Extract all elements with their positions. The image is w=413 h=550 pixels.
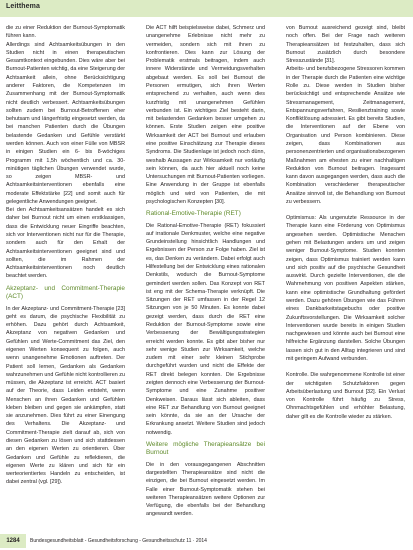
paragraph: Optimismus: Als ungenutzte Ressource in der Therapie kann eine Förderung von Optimismus angesehen werden. Optimistische Menschen gehen mit Belastungen anders um und zeigen weniger Burnout-Symptome. Studien konnten zeigen, dass Optimismus trainiert werden kann und sich positiv auf die psychische Gesundheit auswirkt. Durch gezielte Interventionen, die die Wahrnehmung von positiven Aspekten stärken, kann eine optimistische Grundhaltung gefördert werden. Dazu gehören Übungen wie das Führen eines Dankbarkeitstagebuchs oder positive Zukunftsvorstellungen. Die Wirksamkeit solcher Interventionen wurde bereits in einigen Studien nachgewiesen und könnte auch bei Burnout eine hilfreiche Ergänzung darstellen. Solche Übungen lassen sich gut in den Alltag integrieren und sind mit geringem Aufwand verbunden. (286, 215, 405, 362)
section-heading: Weitere mögliche Therapieansätze bei Burnout (146, 440, 265, 457)
journal-footer-text: Bundesgesundheitsblatt - Gesundheitsforschung - Gesundheitsschutz 11 · 2014 (30, 538, 207, 544)
paragraph: Die in den vorausgegangenen Abschnitten dargestellten Therapieansätze sind nicht die einzigen, die bei Burnout eingesetzt werden. Im Falle einer Burnout-Symptomatik stehen bei weiteren Therapieansätzen weitere Optionen zur Verfügung, die ebenfalls bei der Behandlung angewandt werden. (146, 461, 265, 518)
paragraph: Die Rational-Emotive-Therapie (RET) fokussiert auf irrationale Denkmuster, welche eine negative Grundeinstellung hinsichtlich Handlungen und Ergebnissen der Person zur Folge haben. Ziel ist es, das Denken zu verändern. Dabei erfolgt auch Hilfestellung bei der Entwicklung eines rationalen Denkstils, wodurch die Burnout-Symptome gemindert werden sollen. Das Konzept von RET ist eng mit der Schema-Therapie verknüpft. Die Sitzungen der RET umfassen in der Regel 12 Sitzungen von je 50 Minuten. Es konnte dabei gezeigt werden, dass durch die RET eine Reduktion der Burnout-Symptome sowie eine Verbesserung der Bewältigungsstrategien erreicht werden konnte. Es gibt aber bisher nur sehr wenige Studien zur Wirksamkeit, welche zudem mit einer sehr kleinen Stichprobe durchgeführt wurden und nicht die Effekte der RET direkt belegen konnten. Die Ergebnisse zeigten dennoch eine Verbesserung der Burnout-Symptome und eine Zunahme positiver Denkweisen. Daraus lässt sich ableiten, dass eine RET zur Behandlung von Burnout geeignet sein könnte, da sie an der Ursache der Erkrankung ansetzt. Weitere Studien sind jedoch notwendig. (146, 222, 265, 436)
section-header-bar (0, 0, 413, 17)
paragraph: In der Akzeptanz- und Commitment-Therapie [23] geht es darum, die psychische Flexibilität zu erhöhen. Dazu gehört durch Achtsamkeit, Akzeptanz von negativen Gedanken und Gefühlen und Werte-Commitment das Ziel, den eigenen Werten konsequent zu folgen, auch wenn unangenehme Emotionen auftreten. Der Patient soll lernen, Gedanken als Gedanken wahrzunehmen und Gefühle nicht kontrollieren zu müssen, die Akzeptanz ist erreicht. ACT basiert auf der Theorie, dass Leiden entsteht, wenn Menschen an ihren Gedanken und Gefühlen kleben bleiben und gegen sie ankämpfen, statt sie anzunehmen. Dies führt zu einer Einengung des Verhaltens. Die Akzeptanz- und Commitment-Therapie zielt darauf ab, sich von diesen Gedanken zu lösen und sich stattdessen an den eigenen Werten zu orientieren. Über Gedanken und Gefühle zu reflektieren, die eigenen Werte zu klären und sich für ein werteorientiertes Handeln zu entscheiden, ist dabei zentral (vgl. [29]). (6, 305, 125, 486)
paragraph: Die ACT hilft beispielsweise dabei, Schmerz und unangenehme Erlebnisse nicht mehr zu vermeiden, sondern sich mit ihnen zu konfrontieren. Dies kann zur Lösung der Problematik erstmals beitragen, indem auch innere Widerstände und Vermeidungsverhalten abgebaut werden. Es soll bei Burnout die Personen ermutigen, sich ihren Werten entsprechend zu verhalten, auch wenn dies kurzfristig mit unangenehmen Gefühlen verbunden ist. Ein wichtiges Ziel besteht darin, mit belastenden Gedanken besser umgehen zu können. Erste Studien zeigen eine positive Wirksamkeit der ACT bei Burnout und erlauben eine positive Einschätzung zur Therapie dieses Syndroms. Die Studienlage ist jedoch noch dünn, weshalb Aussagen zur Wirksamkeit nur vorläufig sein können, da auch hier aktuell noch keine Untersuchungen mit Burnout-Patienten vorliegen. Eine Anwendung in der Gruppe ist ebenfalls möglich und wird von Patienten, die mit psychologischen Konzepten [30]. (146, 25, 265, 205)
section-label: Leitthema (6, 3, 40, 10)
paragraph: Bei den Achtsamkeitsansätzen handelt es sich daher bei Burnout nicht um einen erstklassigen, dass die Entwicklung neuer Eingriffe beachten, sich vor Interventionen nicht nur für die Therapie, sondern auch für den Erhalt der Achtsamkeitsinterventionen geeignet sind und sollten, die im Rahmen der Achtsamkeitsinterventionen noch deutlich beachtet werden. (6, 207, 125, 280)
section-heading: Rational-Emotive-Therapie (RET) (146, 210, 241, 218)
page-number: 1284 (0, 534, 26, 548)
text-column-1 (6, 24, 125, 487)
paragraph: Arbeits- und berufsbezogene Stressoren kommen in der Therapie durch die Patienten eine wichtige Rolle zu. Diese werden in Studien bisher berücksichtigt und entsprechende Ansätze wie Stressmanagement, Zeitmanagement, Entspannungsverfahren, Resilienztraining sowie Konfliktlösung adressiert. Es gibt bereits Studien, die Interventionen auf der Ebene von Organisation und Person kombinieren. Diese zeigen, dass Kombinationen aus personenzentrierten und organisationsbezogenen Maßnahmen am ehesten zu einer nachhaltigen Reduktion von Burnout beitragen. Insgesamt kann davon ausgegangen werden, dass auch die Kombination verschiedener therapeutischer Ansätze sinnvoll ist, die Behandlung von Burnout zu verbessern. (286, 66, 405, 205)
section-heading: Akzeptanz- und Commitment-Therapie (ACT) (6, 284, 125, 301)
text-column-2 (146, 24, 265, 519)
paragraph: von Burnout ausreichend gezeigt sind, bleibt noch offen. Bei der Frage nach weiteren Therapieansätzen ist festzuhalten, dass sich Burnout zusätzlich durch besondere Stresszustände [31]. (286, 25, 405, 65)
paragraph: die zu einer Reduktion der Burnout-Symptomatik führen kann. (6, 25, 125, 40)
paragraph: Allerdings sind Achtsamkeitsübungen in den Studien nicht in einen therapeutischen Gesamtkontext eingebunden. Dies wäre aber bei Burnout-Patienten wichtig, da eine Steigerung der Achtsamkeit allein, ohne Berücksichtigung anderer Faktoren, die Kompetenzen im Zusammenhang mit der Burnout-Symptomatik nicht deutlich verbessert. Achtsamkeitsübungen sollten zudem bei Burnout-Betroffenen eher behutsam und längerfristig eingesetzt werden, da bei manchen Patienten durch die Übungen belastende Gedanken und Gefühle verstärkt werden können. Auch von einer Fülle von MBSR in einigen Studien ein 6- bis 8-wöchiges Programm mit 1,5h wöchentlich und ca. 30-minütigen täglichen Übungen verwendet wurde, so zeigen MBSR- und Achtsamkeitsinterventionen ebenfalls eine moderate Effektstärke [22] und somit auch für gelegentliche Anwendungen geeignet. (6, 41, 125, 205)
paragraph: Kontrolle. Die wahrgenommene Kontrolle ist einer der wichtigsten Schutzfaktoren gegen Arbeitsüberlastung und Burnout [32]. Ein Verlust von Kontrolle führt häufig zu Stress, Ohnmachtsgefühlen und erhöhter Belastung, daher gilt es die Kontrolle wieder zu stärken. (286, 372, 405, 420)
text-column-3 (286, 24, 405, 421)
